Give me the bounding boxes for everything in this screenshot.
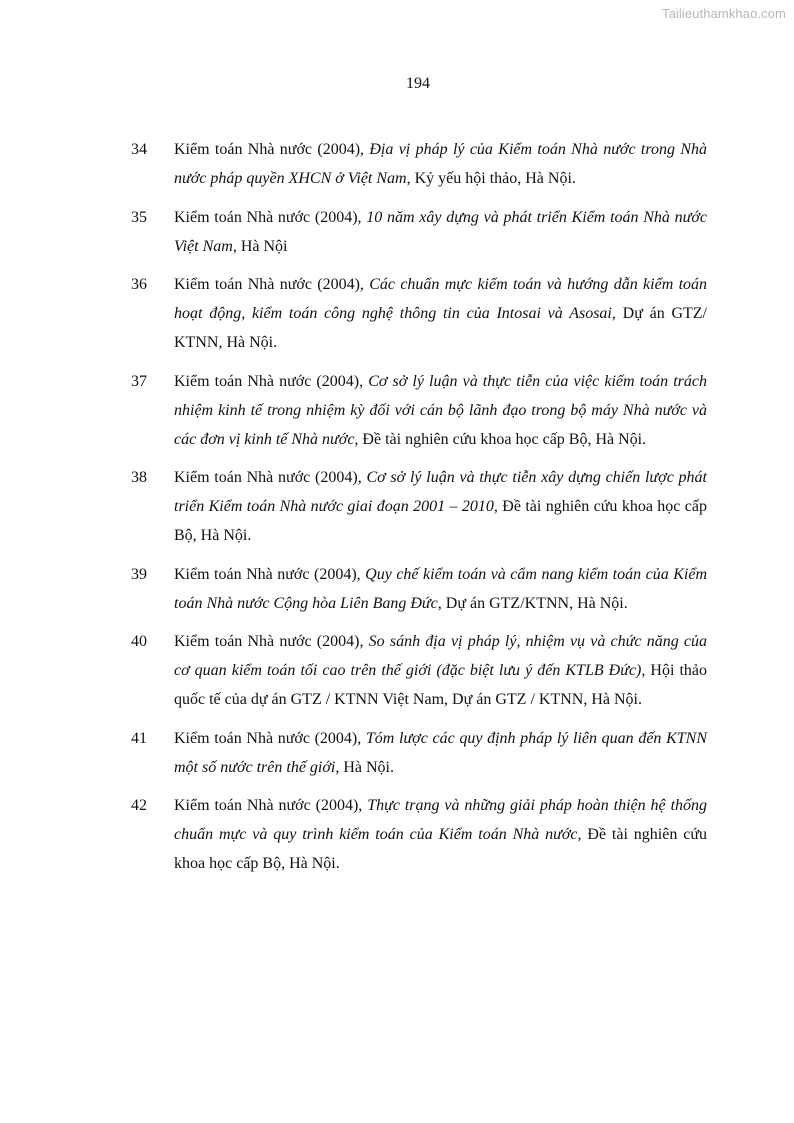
reference-author: Kiểm toán Nhà nước (2004), bbox=[174, 797, 368, 814]
reference-publisher: , Hội thảo quốc tế của dự án GTZ / KTNN Việt Nam, Dự án GTZ / KTNN, Hà Nội. bbox=[174, 662, 708, 708]
reference-item bbox=[131, 367, 707, 454]
reference-title: 10 năm xây dựng và phát triển Kiểm toán Nhà nước Việt Nam bbox=[174, 208, 708, 255]
reference-text bbox=[174, 724, 707, 782]
reference-author: Kiểm toán Nhà nước (2004), bbox=[174, 372, 369, 390]
reference-publisher: Dự án GTZ/ KTNN, Hà Nội. bbox=[174, 305, 708, 351]
reference-title: Cơ sở lý luận và thực tiễn của việc kiểm toán trách nhiệm kinh tế trong nhiệm kỳ đối với cán bộ lãnh đạo trong bộ máy Nhà nước và các đơn vị kinh tế Nhà nước, bbox=[174, 372, 707, 448]
reference-author: Kiểm toán Nhà nước (2004), bbox=[174, 208, 367, 226]
reference-list bbox=[131, 135, 707, 888]
reference-author: Kiểm toán Nhà nước (2004), bbox=[174, 276, 370, 293]
reference-publisher: , Hà Nội bbox=[232, 237, 288, 255]
reference-text bbox=[174, 627, 707, 714]
reference-number: 37 bbox=[131, 372, 147, 390]
reference-publisher: , Kỷ yếu hội thảo, Hà Nội. bbox=[406, 170, 576, 187]
reference-author: Kiểm toán Nhà nước (2004), bbox=[174, 729, 366, 747]
reference-title: Địa vị pháp lý của Kiểm toán Nhà nước trong Nhà nước pháp quyền XHCN ở Việt Nam bbox=[174, 141, 707, 187]
reference-title: Quy chế kiểm toán và cẩm nang kiểm toán của Kiểm toán Nhà nước Cộng hòa Liên Bang Đức bbox=[174, 565, 708, 612]
reference-text bbox=[174, 367, 707, 454]
reference-number: 35 bbox=[131, 208, 147, 226]
reference-number: 36 bbox=[131, 276, 147, 293]
reference-text bbox=[174, 560, 707, 618]
reference-publisher: Đề tài nghiên cứu khoa học cấp Bộ, Hà Nội. bbox=[174, 498, 707, 544]
reference-text bbox=[174, 791, 707, 878]
reference-item bbox=[131, 791, 707, 878]
reference-number: 40 bbox=[131, 633, 147, 650]
reference-item bbox=[131, 463, 707, 550]
reference-author: Kiểm toán Nhà nước (2004), bbox=[174, 565, 366, 583]
reference-number: 38 bbox=[131, 469, 147, 486]
reference-author: Kiểm toán Nhà nước (2004), bbox=[174, 469, 367, 486]
reference-title: Cơ sở lý luận và thực tiễn xây dựng chiến lược phát triển Kiểm toán Nhà nước giai đoạn 2001 – 2010, bbox=[174, 469, 708, 515]
reference-item bbox=[131, 203, 707, 261]
reference-publisher: , Hà Nội. bbox=[335, 758, 394, 776]
reference-author: Kiểm toán Nhà nước (2004), bbox=[174, 633, 369, 650]
reference-title: Tóm lược các quy định pháp lý liên quan đến KTNN một số nước trên thế giới bbox=[174, 729, 707, 776]
reference-author: Kiểm toán Nhà nước (2004), bbox=[174, 141, 370, 158]
watermark-text: Tailieuthamkhao.com bbox=[661, 6, 786, 21]
reference-item bbox=[131, 270, 707, 357]
reference-item bbox=[131, 135, 707, 193]
reference-title: Thực trạng và những giải pháp hoàn thiện hệ thống chuẩn mực và quy trình kiểm toán của Kiểm toán Nhà nước, bbox=[174, 797, 708, 843]
reference-publisher: , Dự án GTZ/KTNN, Hà Nội. bbox=[437, 594, 628, 612]
reference-text bbox=[174, 270, 707, 357]
reference-title: Các chuẩn mực kiểm toán và hướng dẫn kiểm toán hoạt động, kiểm toán công nghệ thông tin của Intosai và Asosai, bbox=[174, 276, 708, 322]
reference-item bbox=[131, 560, 707, 618]
reference-number: 42 bbox=[131, 797, 147, 814]
reference-number: 39 bbox=[131, 565, 147, 583]
reference-number: 41 bbox=[131, 729, 147, 747]
reference-text bbox=[174, 203, 707, 261]
reference-item bbox=[131, 627, 707, 714]
reference-item bbox=[131, 724, 707, 782]
reference-publisher: Đề tài nghiên cứu khoa học cấp Bộ, Hà Nội. bbox=[174, 826, 708, 872]
reference-title: So sánh địa vị pháp lý, nhiệm vụ và chức năng của cơ quan kiểm toán tối cao trên thế giới (đặc biệt lưu ý đến KTLB Đức) bbox=[174, 633, 707, 679]
reference-text bbox=[174, 463, 707, 550]
reference-publisher: Đề tài nghiên cứu khoa học cấp Bộ, Hà Nội. bbox=[358, 430, 647, 448]
reference-text bbox=[174, 135, 707, 193]
reference-number: 34 bbox=[131, 141, 147, 158]
page-number: 194 bbox=[406, 75, 430, 92]
